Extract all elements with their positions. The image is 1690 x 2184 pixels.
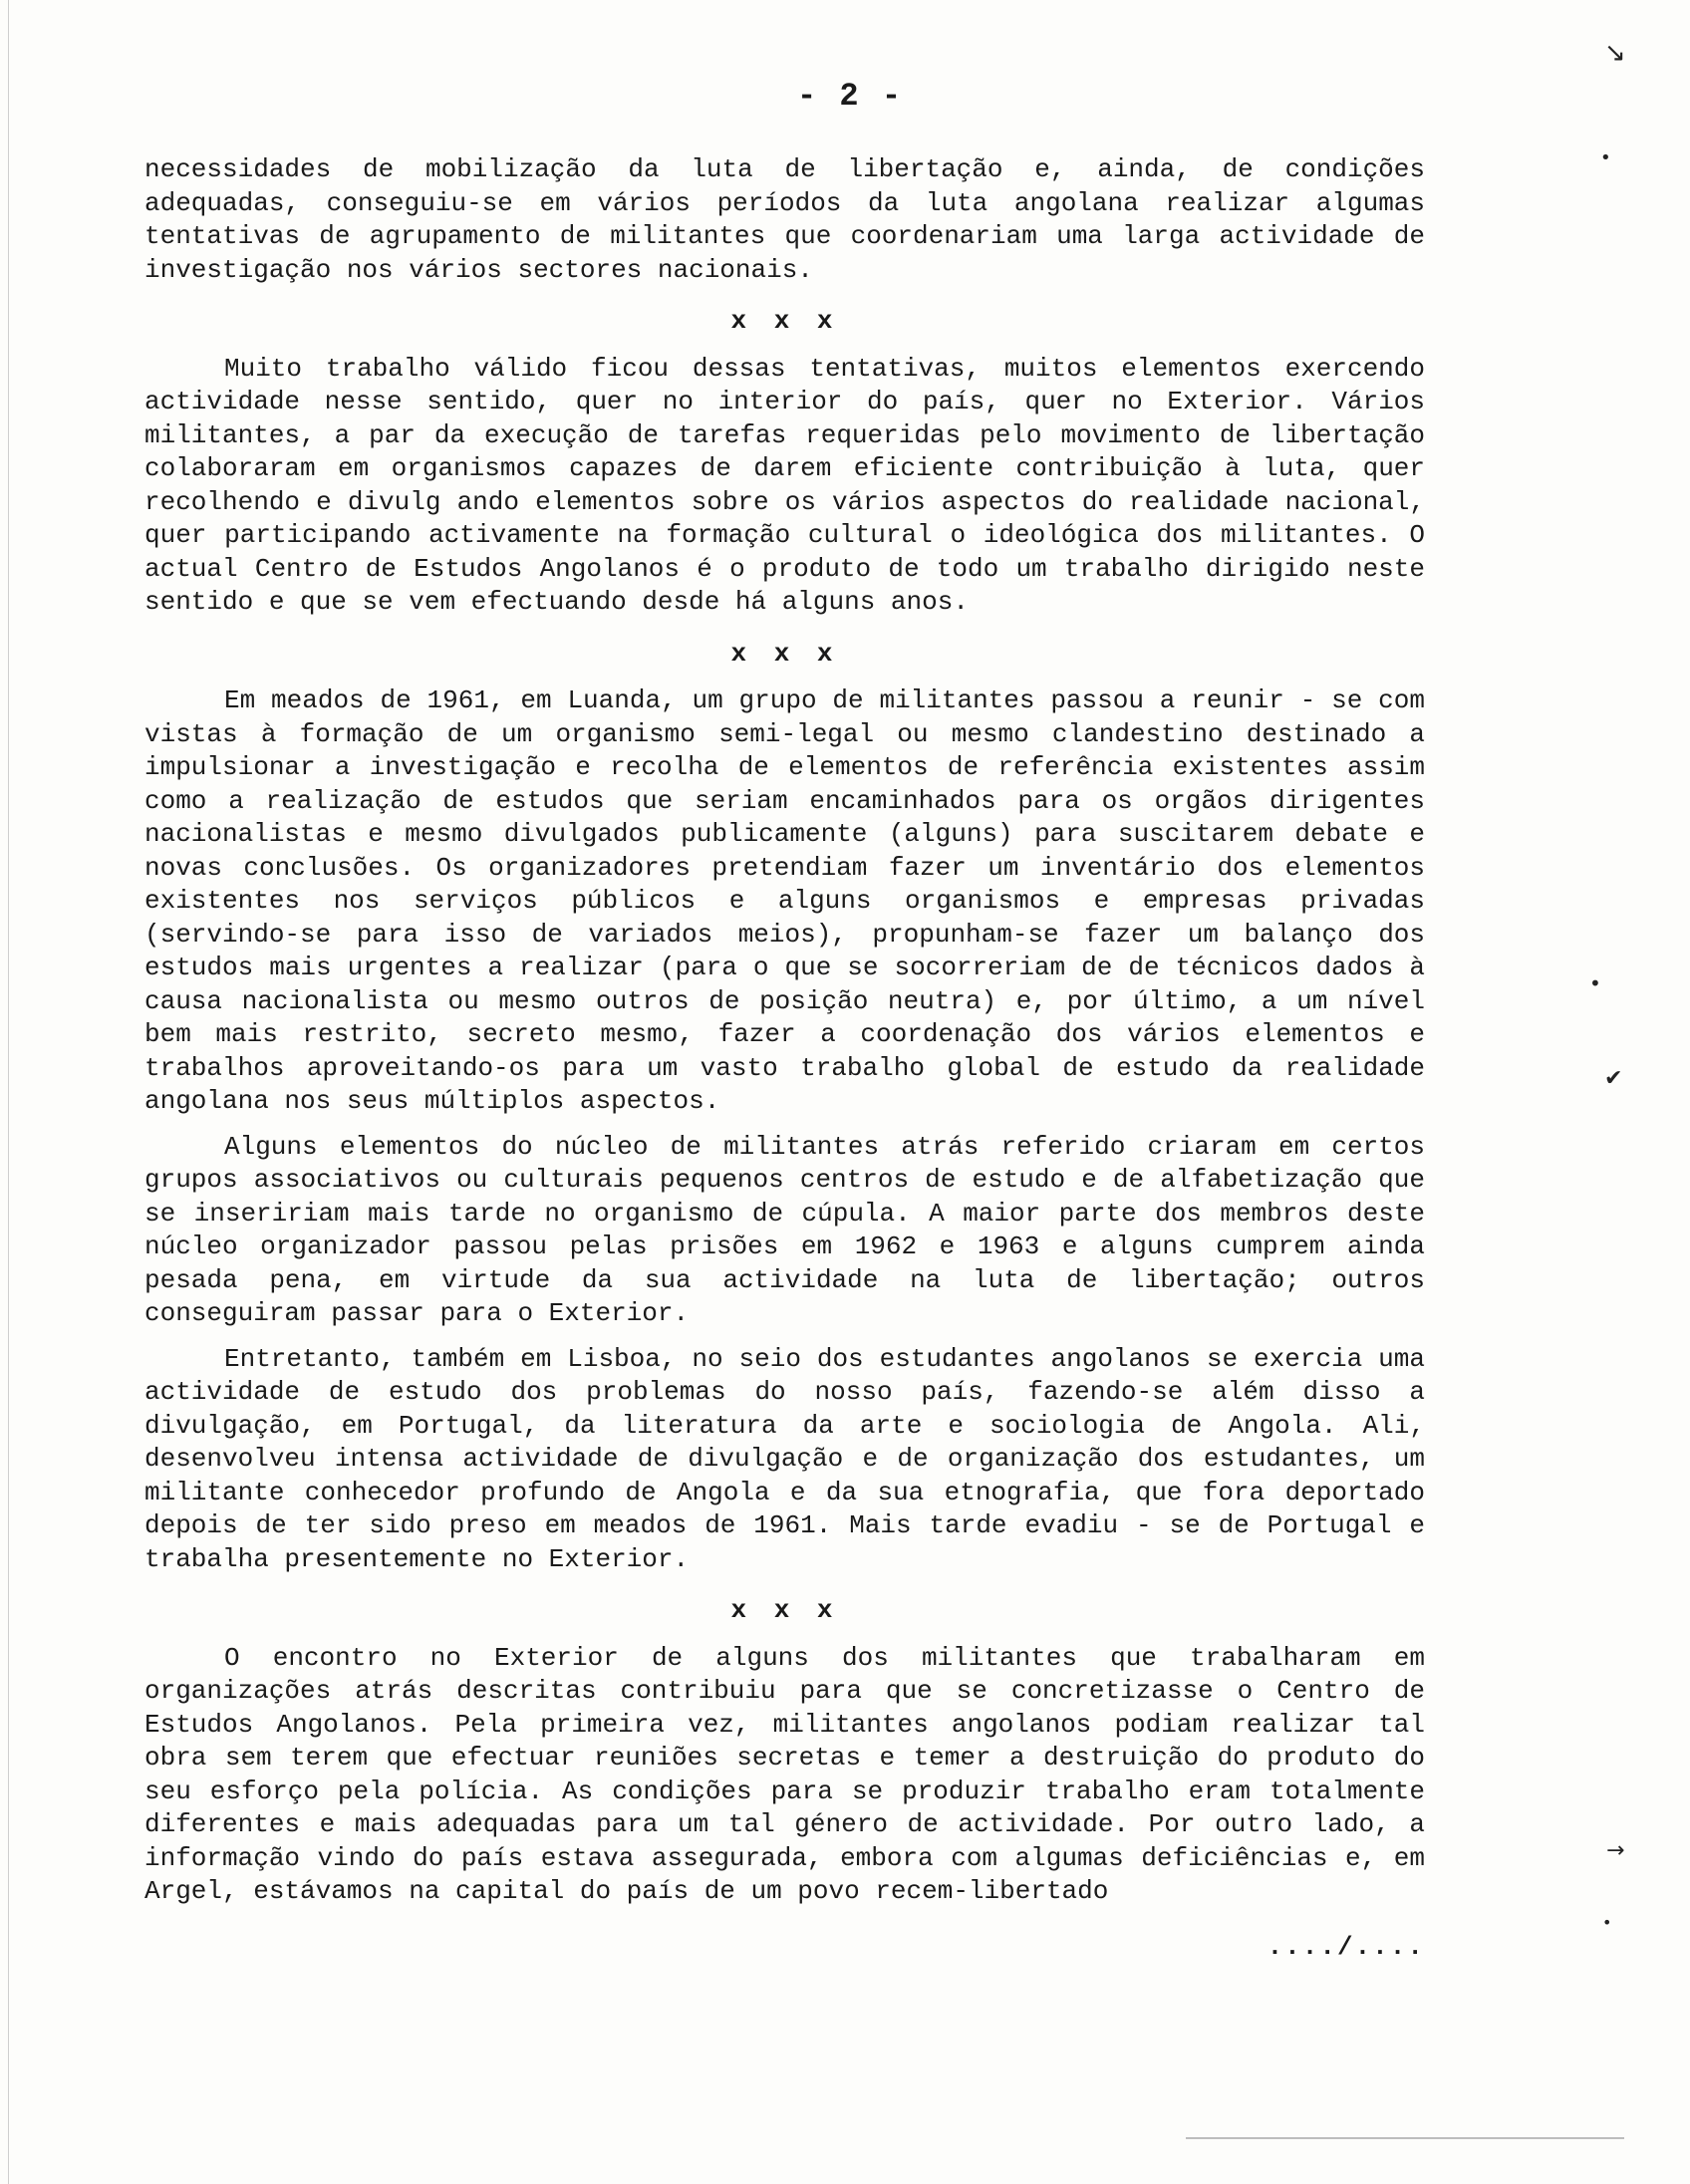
scan-mark-3: • [1589, 971, 1601, 995]
scan-mark-2: • [1600, 147, 1611, 168]
paragraph-4: Alguns elementos do núcleo de militantes atrás referido criaram em certos grupos associativos ou culturais pequenos centros de estudo e de alfabetização que se inseririam mais tarde no organismo de cúpula. A maior parte dos membros deste núcleo organizador passou pelas prisões em 1962 e 1963 e alguns cumprem ainda pesada pena, em virtude da sua actividade na luta de libertação; outros conseguiram passar para o Exterior. [144, 1131, 1425, 1328]
scan-mark-5: → [1606, 1838, 1625, 1863]
paragraph-3: Em meados de 1961, em Luanda, um grupo de militantes passou a reunir - se com vistas à formação de um organismo semi-legal ou mesmo clandestino destinado a impulsionar a investigação e recolha de elementos de referência existentes assim como a realização de estudos que seriam encaminhados para os orgãos dirigentes nacionalistas e mesmo divulgados publicamente (alguns) para suscitarem debate e novas conclusões. Os organizadores pretendiam fazer um inventário dos elementos existentes nos serviços públicos e alguns organismos e empresas privadas (servindo-se para isso de variados meios), propunham-se fazer um balanço dos estudos mais urgentes a realizar (para o que se socorreriam de de técnicos dados à causa nacionalista ou mesmo outros de posição neutra) e, por último, a um nível bem mais restrito, secreto mesmo, fazer a coordenação dos vários elementos e trabalhos aproveitando-os para um vasto trabalho global de estudo da realidade angolana nos seus múltiplos aspectos. [144, 685, 1425, 1116]
section-separator: x x x [730, 306, 839, 336]
continuation-marker: ..../.... [1267, 1931, 1425, 1962]
paragraph-2: Muito trabalho válido ficou dessas tentativas, muitos elementos exercendo actividade nesse sentido, quer no interior do país, quer no Exterior. Vários militantes, a par da execução de tarefas requeridas pelo movimento de libertação colaboraram em organismos capazes de darem eficiente contribuição à luta, quer recolhendo e divulg ando elementos sobre os vários aspectos do realidade nacional, quer participando activamente na formação cultural o ideológica dos militantes. O actual Centro de Estudos Angolanos é o produto de todo um trabalho dirigido neste sentido e que se vem efectuando desde há alguns anos. [144, 353, 1425, 617]
scan-mark-6: • [1602, 1913, 1612, 1932]
body-text [144, 153, 1425, 1964]
section-separator: x x x [730, 638, 839, 669]
section-separator: x x x [730, 1595, 839, 1625]
scan-mark-4: ✔ [1604, 1066, 1623, 1091]
paragraph-1: necessidades de mobilização da luta de libertação e, ainda, de condições adequadas, conseguiu-se em vários períodos da luta angolana realizar algumas tentativas de agrupamento de militantes que coordenariam uma larga actividade de investigação nos vários sectores nacionais. [144, 154, 1425, 285]
paragraph-5: Entretanto, também em Lisboa, no seio dos estudantes angolanos se exercia uma actividade de estudo dos problemas do nosso país, fazendo-se além disso a divulgação, em Portugal, da literatura da arte e sociologia de Angola. Ali, desenvolveu intensa actividade de divulgação e de organização dos estudantes, um militante conhecedor profundo de Angola e da sua etnografia, que fora deportado depois de ter sido preso em meados de 1961. Mais tarde evadiu - se de Portugal e trabalha presentemente no Exterior. [144, 1343, 1425, 1574]
scan-edge-line [8, 0, 9, 2184]
page-number: - 2 - [797, 78, 904, 115]
scan-mark-1: ↘ [1604, 38, 1626, 68]
paragraph-6: O encontro no Exterior de alguns dos militantes que trabalharam em organizações atrás descritas contribuiu para que se concretizasse o Centro de Estudos Angolanos. Pela primeira vez, militantes angolanos podiam realizar tal obra sem terem que efectuar reuniões secretas e temer a destruição do produto do seu esforço pela polícia. As condições para se produzir trabalho eram totalmente diferentes e mais adequadas para um tal género de actividade. Por outro lado, a informação vindo do país estava assegurada, embora com algumas deficiências e, em Argel, estávamos na capital do país de um povo recem-libertado [144, 1642, 1425, 1906]
bottom-scan-line [1186, 2137, 1624, 2139]
